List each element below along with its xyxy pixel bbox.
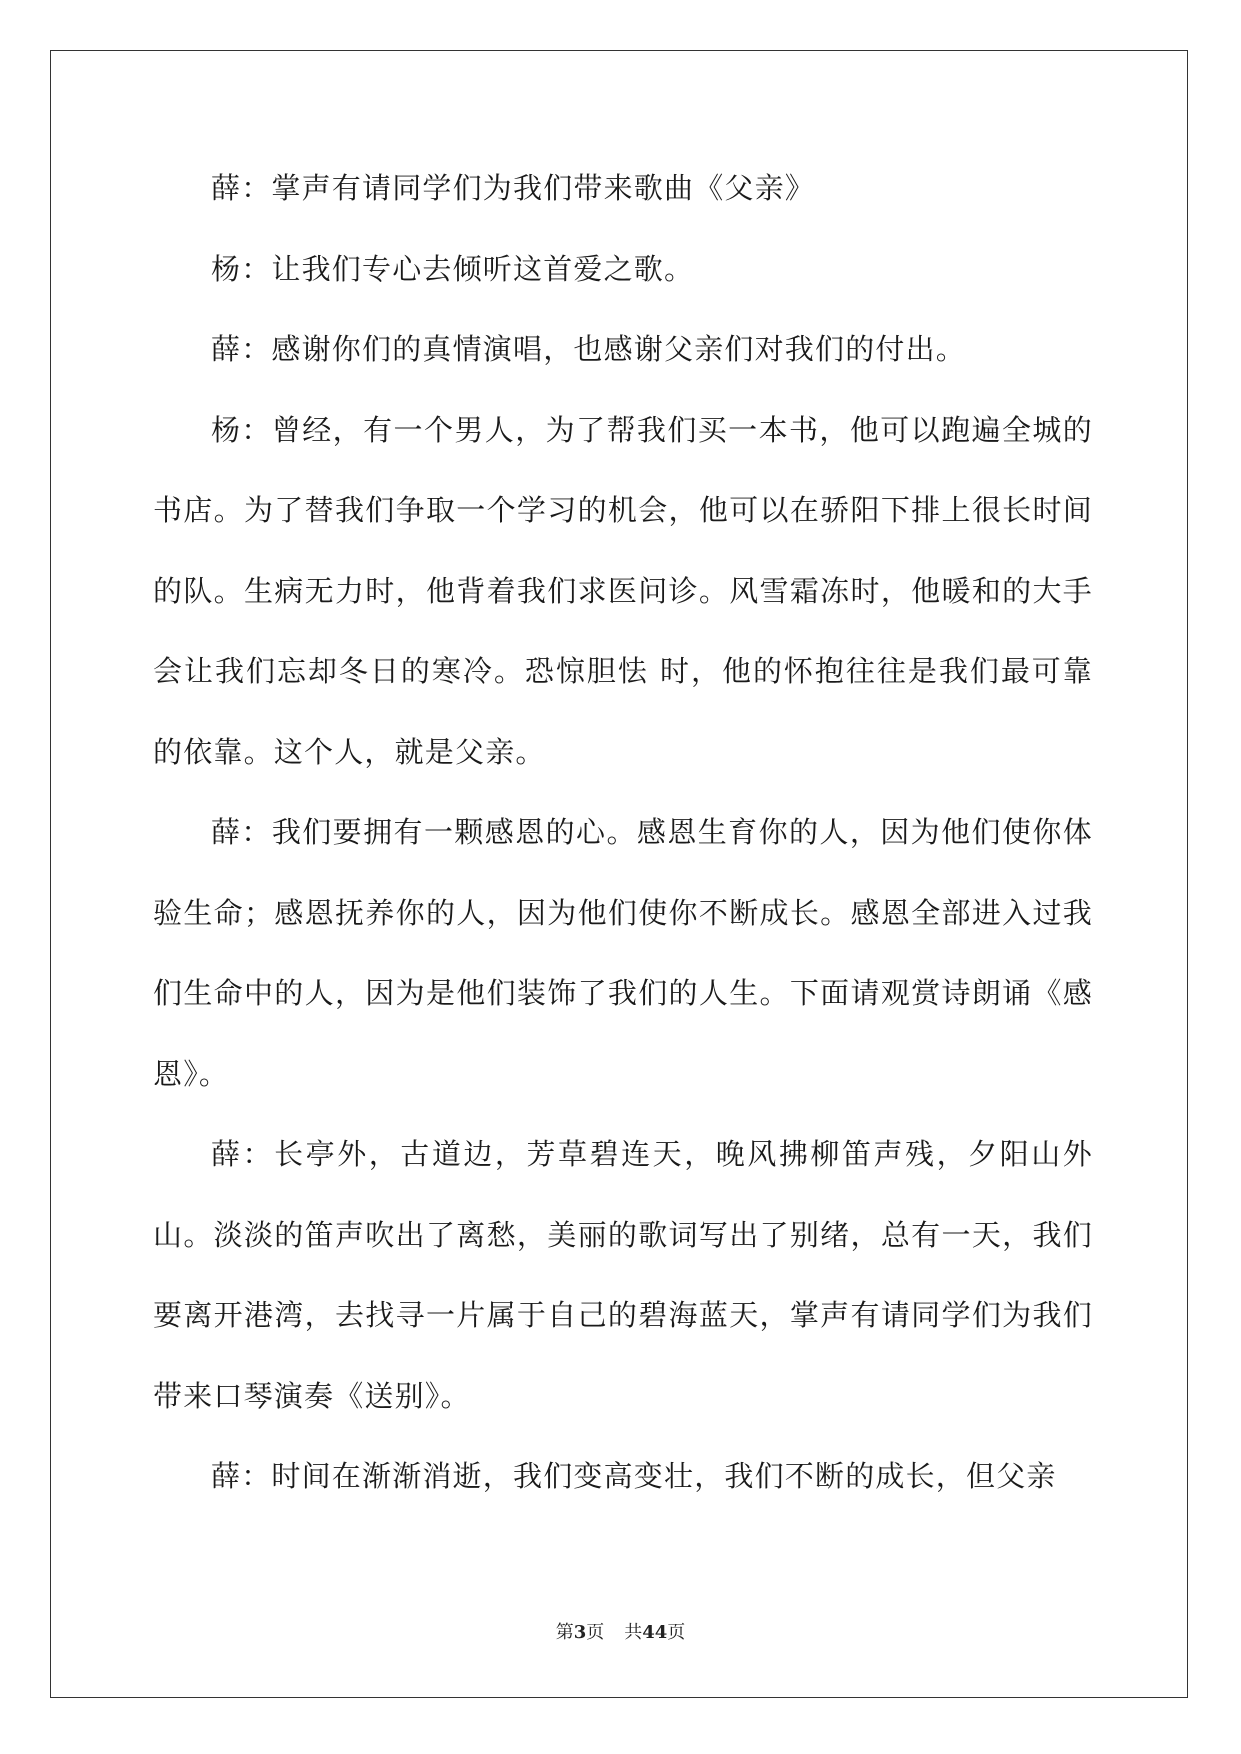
paragraph-4: 杨：曾经，有一个男人，为了帮我们买一本书，他可以跑遍全城的书店。为了替我们争取一个学习的机会，他可以在骄阳下排上很长时间的队。生病无力时，他背着我们求医问诊。风雪霜冻时，他暖和的大手会让我们忘却冬日的寒冷。恐惊胆怯 时，他的怀抱往往是我们最可靠的依靠。这个人，就是父亲。	[153, 412, 1093, 769]
paragraph-1: 薛：掌声有请同学们为我们带来歌曲《父亲》	[211, 171, 816, 205]
paragraph-2: 杨：让我们专心去倾听这首爱之歌。	[211, 251, 695, 286]
footer-total-prefix: 共	[624, 1622, 643, 1643]
paragraph-5: 薛：我们要拥有一颗感恩的心。感恩生育你的人，因为他们使你体验生命；感恩抚养你的人，因为他们使你不断成长。感恩全部进入过我们生命中的人，因为是他们装饰了我们的人生。下面请观赏诗朗诵《感恩》。	[153, 815, 1093, 1091]
footer-page-suffix: 页	[586, 1622, 605, 1643]
paragraph-7: 薛：时间在渐渐消逝，我们变高变壮，我们不断的成长，但父亲	[211, 1459, 1057, 1493]
paragraph-3: 薛：感谢你们的真情演唱，也感谢父亲们对我们的付出。	[211, 332, 967, 366]
footer-page-total: 44	[642, 1622, 668, 1643]
page-footer	[0, 1618, 1241, 1644]
footer-page-prefix: 第	[555, 1622, 574, 1643]
document-body	[153, 148, 1093, 1517]
footer-page-current: 3	[573, 1622, 587, 1643]
footer-total-suffix: 页	[667, 1622, 686, 1643]
paragraph-6: 薛：长亭外，古道边，芳草碧连天，晚风拂柳笛声残，夕阳山外山。淡淡的笛声吹出了离愁，美丽的歌词写出了别绪，总有一天，我们要离开港湾，去找寻一片属于自己的碧海蓝天，掌声有请同学们为我们带来口琴演奏《送别》。	[153, 1137, 1093, 1413]
